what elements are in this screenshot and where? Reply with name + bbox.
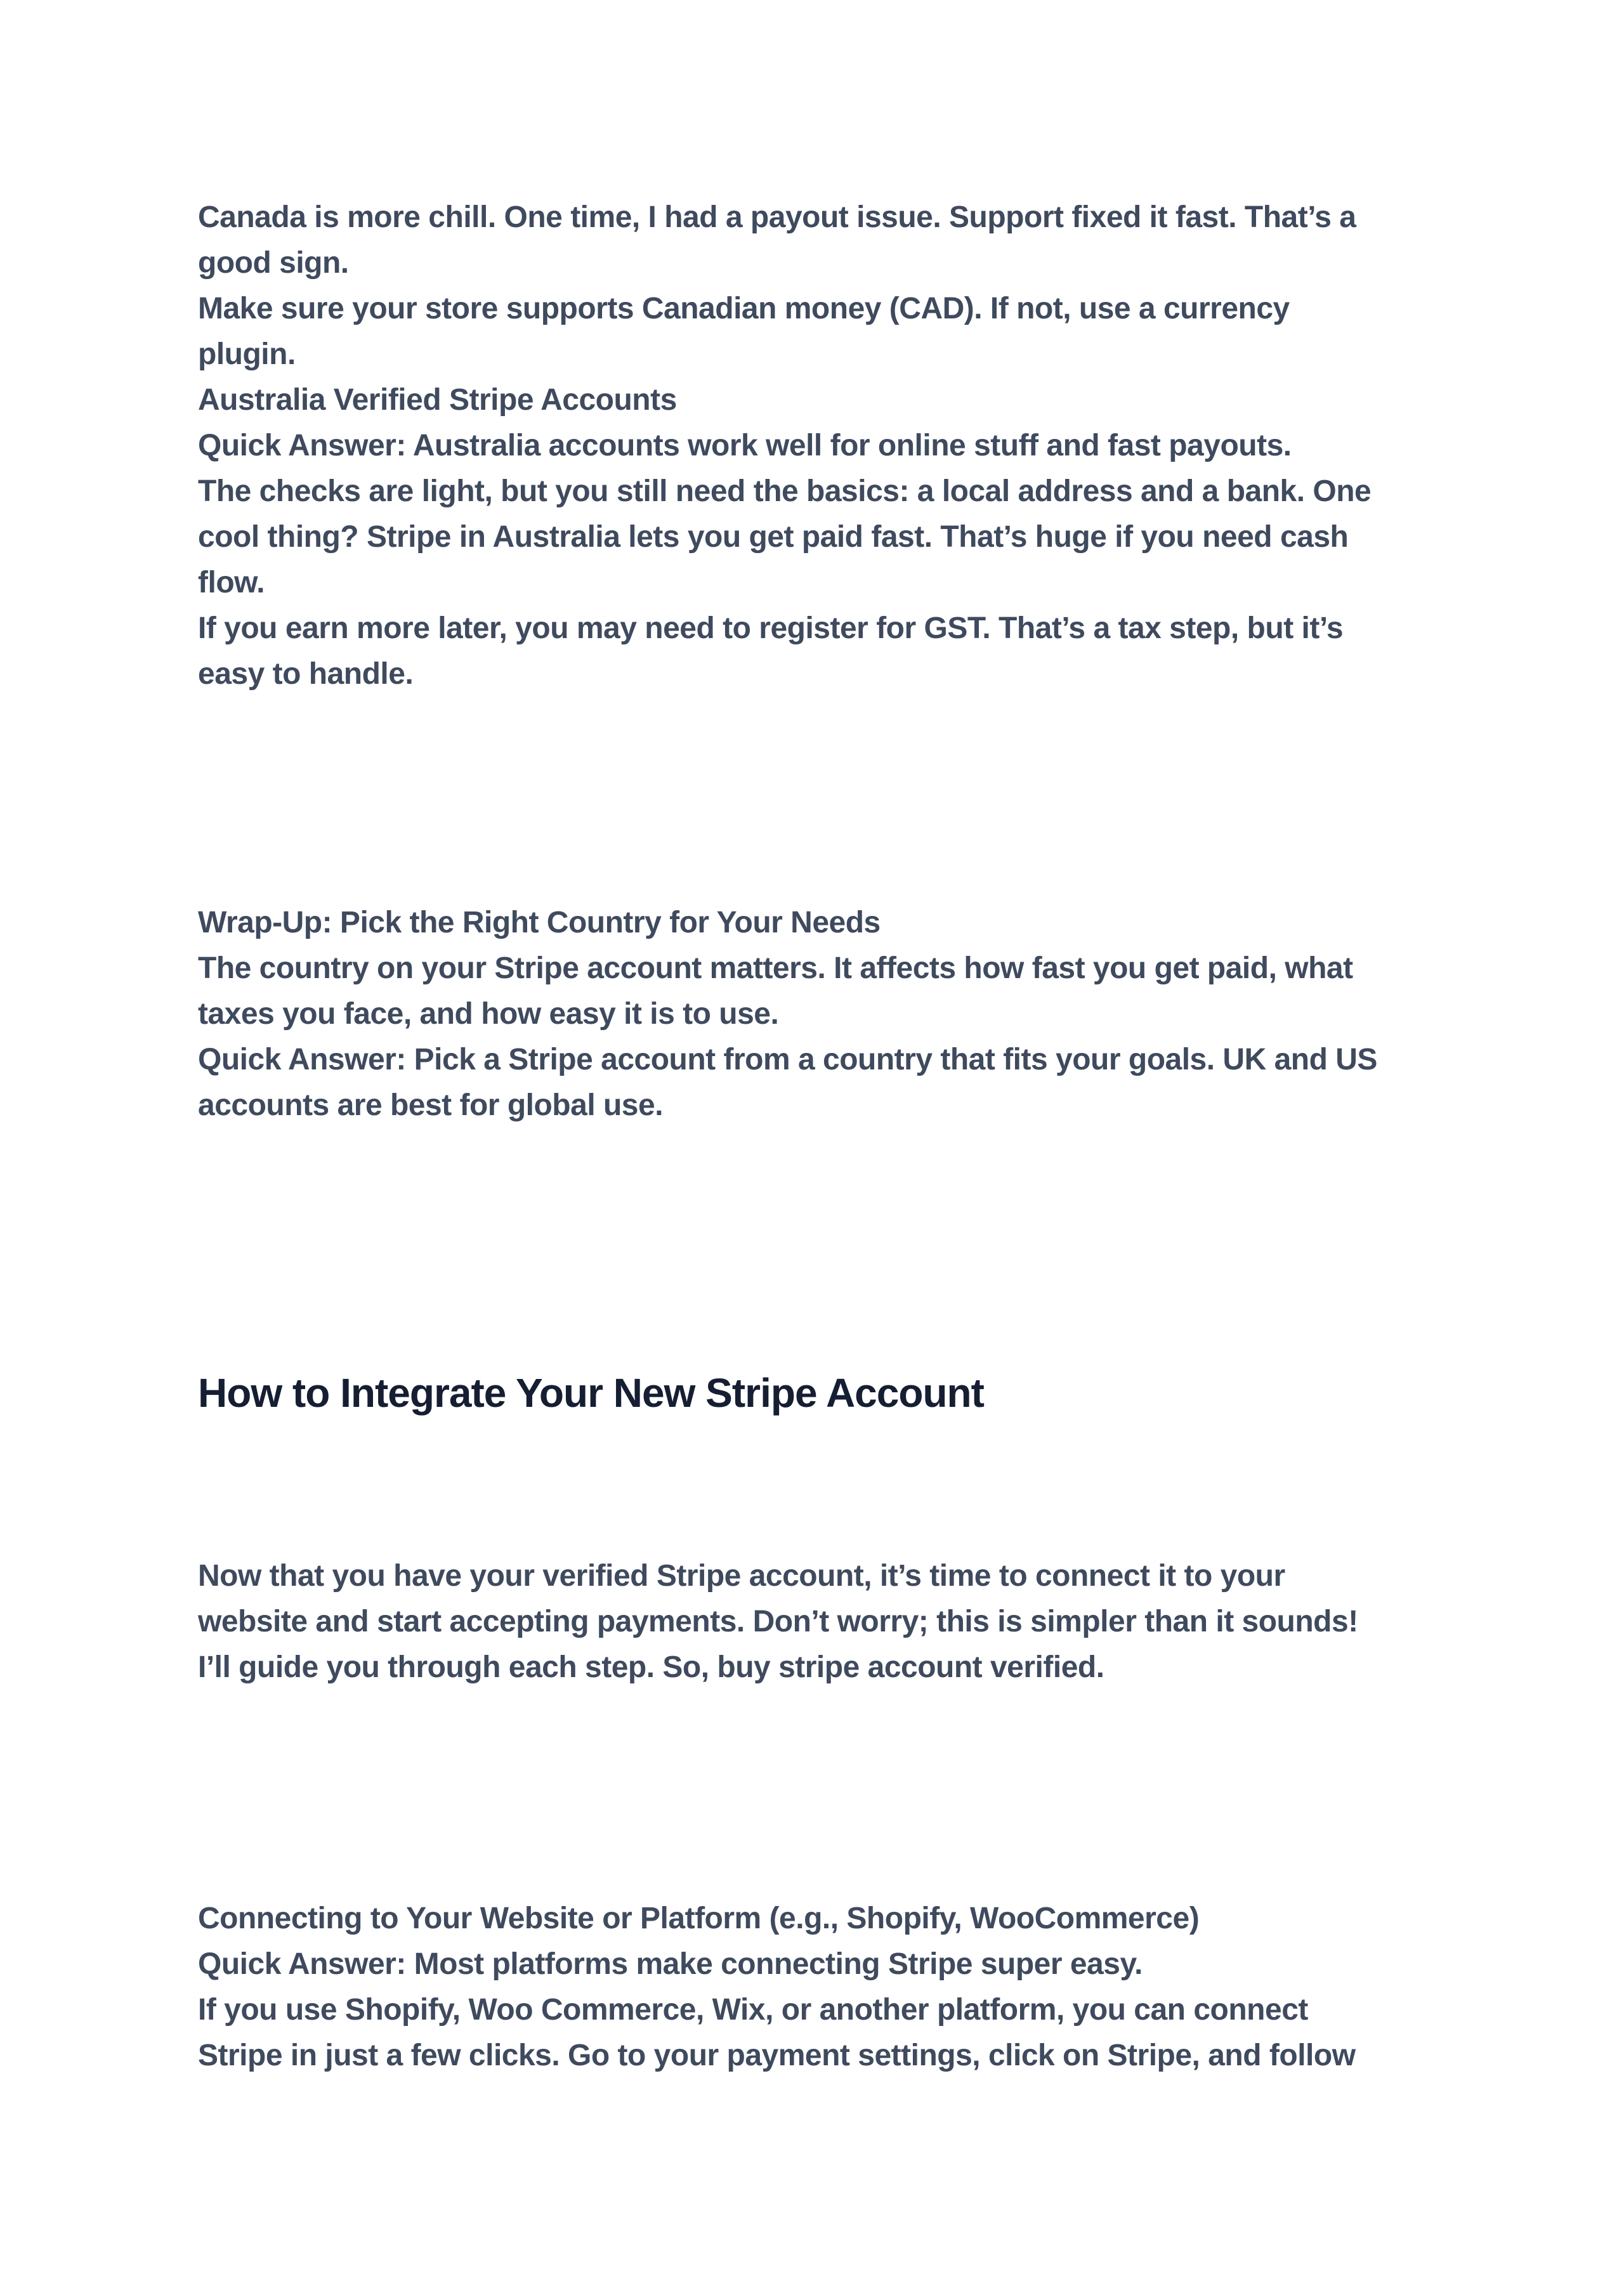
paragraph-line: Now that you have your verified Stripe account, it’s time to connect it to your <box>198 1559 1285 1593</box>
paragraph-line: easy to handle. <box>198 657 414 691</box>
intro-paragraphs <box>198 195 1473 697</box>
paragraph-line: good sign. <box>198 246 349 280</box>
connecting-section <box>198 1896 1473 2079</box>
paragraph-line: The country on your Stripe account matters. It affects how fast you get paid, what <box>198 951 1353 985</box>
wrapup-section <box>198 900 1473 1128</box>
integrate-intro-section <box>198 1553 1473 1690</box>
subheading-wrap-up: Wrap-Up: Pick the Right Country for Your Needs <box>198 906 881 939</box>
paragraph-line: website and start accepting payments. Don’t worry; this is simpler than it sounds! <box>198 1605 1358 1638</box>
subheading-australia-accounts: Australia Verified Stripe Accounts <box>198 383 677 417</box>
paragraph-line: Quick Answer: Pick a Stripe account from a country that fits your goals. UK and US <box>198 1043 1377 1076</box>
paragraph-line: Canada is more chill. One time, I had a payout issue. Support fixed it fast. That’s a <box>198 200 1356 234</box>
paragraph-line: taxes you face, and how easy it is to use. <box>198 997 779 1031</box>
paragraph-line: Quick Answer: Australia accounts work well for online stuff and fast payouts. <box>198 429 1292 462</box>
paragraph-line: Make sure your store supports Canadian money (CAD). If not, use a currency <box>198 292 1290 325</box>
paragraph-line: flow. <box>198 566 265 599</box>
paragraph-line: Stripe in just a few clicks. Go to your payment settings, click on Stripe, and follow <box>198 2039 1356 2072</box>
section-heading-integrate: How to Integrate Your New Stripe Account <box>198 1370 984 1416</box>
subheading-connecting: Connecting to Your Website or Platform (e.g., Shopify, WooCommerce) <box>198 1902 1200 1935</box>
paragraph-line: cool thing? Stripe in Australia lets you get paid fast. That’s huge if you need cash <box>198 520 1349 554</box>
paragraph-line: If you use Shopify, Woo Commerce, Wix, or another platform, you can connect <box>198 1993 1308 2027</box>
paragraph-line: plugin. <box>198 337 296 371</box>
paragraph-line: Quick Answer: Most platforms make connecting Stripe super easy. <box>198 1947 1143 1981</box>
paragraph-line: accounts are best for global use. <box>198 1088 664 1122</box>
paragraph-line: The checks are light, but you still need the basics: a local address and a bank. One <box>198 474 1372 508</box>
paragraph-line: I’ll guide you through each step. So, buy stripe account verified. <box>198 1650 1104 1684</box>
paragraph-line: If you earn more later, you may need to register for GST. That’s a tax step, but it’s <box>198 611 1344 645</box>
